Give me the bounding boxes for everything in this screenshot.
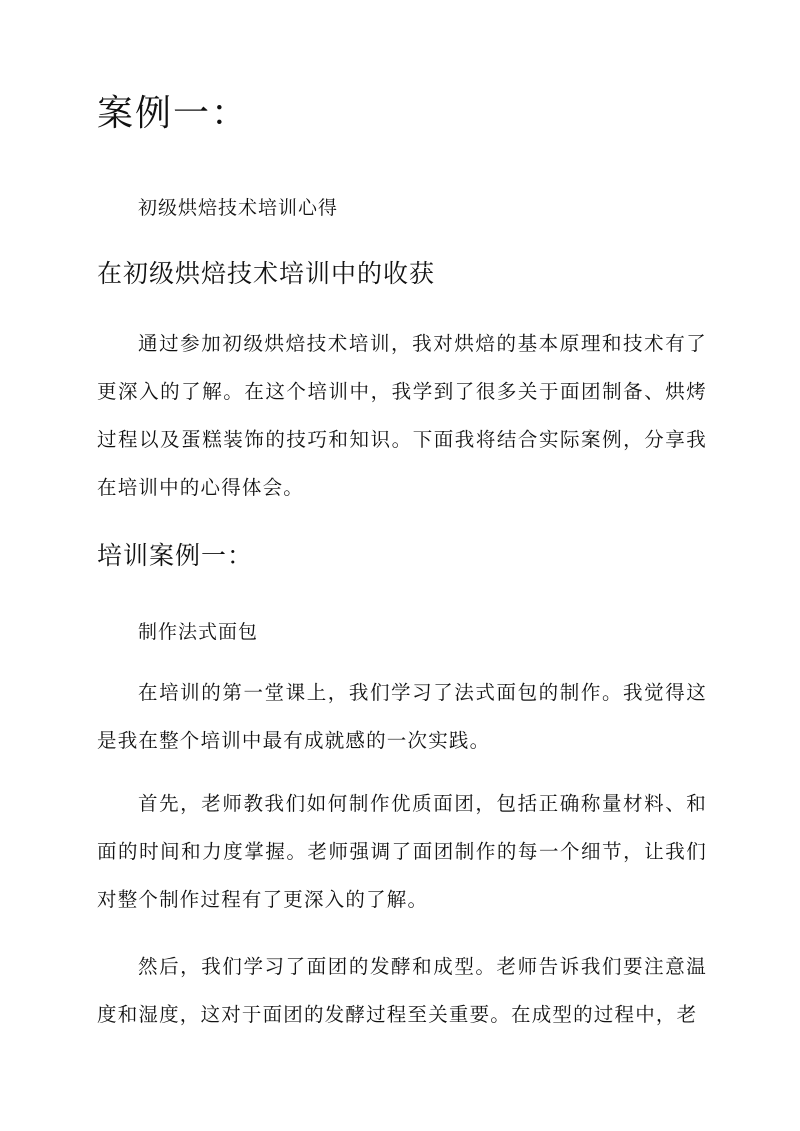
main-heading: 案例一： [97, 93, 250, 134]
intro-paragraph: 通过参加初级烘焙技术培训，我对烘焙的基本原理和技术有了更深入的了解。在这个培训中，我学到了很多关于面团制备、烘烤过程以及蛋糕装饰的技巧和知识。下面我将结合实际案例，分享我在培训中的心得体会。 [97, 332, 707, 499]
paragraph-first-class: 在培训的第一堂课上，我们学习了法式面包的制作。我觉得这是我在整个培训中最有成就感的一次实践。 [97, 681, 707, 752]
paragraph-dough-making: 首先，老师教我们如何制作优质面团，包括正确称量材料、和面的时间和力度掌握。老师强调了面团制作的每一个细节，让我们对整个制作过程有了更深入的了解。 [97, 792, 707, 911]
section-heading-gains: 在初级烘焙技术培训中的收获 [97, 259, 436, 288]
paragraph-fermentation: 然后，我们学习了面团的发酵和成型。老师告诉我们要注意温度和湿度，这对于面团的发酵过程至关重要。在成型的过程中，老 [97, 955, 707, 1026]
section-heading-case-one: 培训案例一： [97, 541, 254, 570]
subtitle-training-notes: 初级烘焙技术培训心得 [138, 197, 339, 219]
subtitle-french-bread: 制作法式面包 [138, 621, 259, 643]
